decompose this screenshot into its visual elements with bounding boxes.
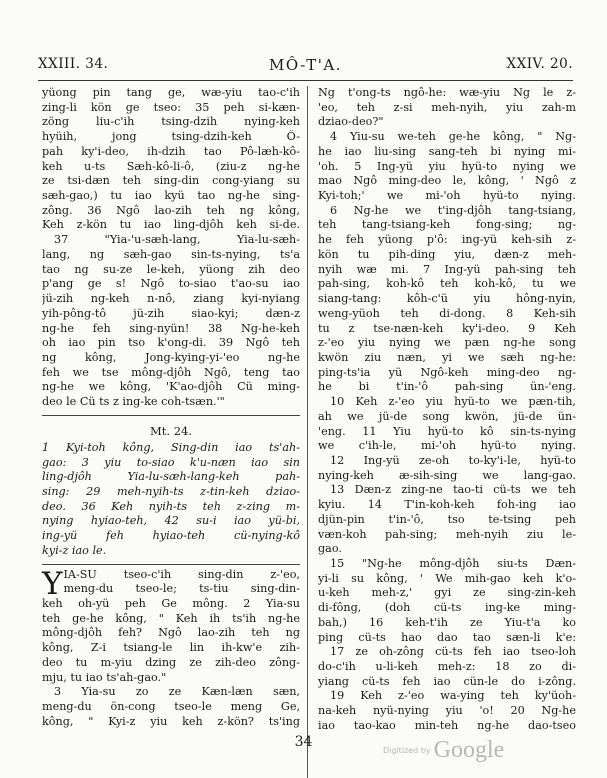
text-line: iao tao-kao min-teh ng-he dao-tseo: [318, 718, 576, 732]
header-title: MÔ-T'A.: [269, 56, 342, 74]
text-line: zing-li kön ge tseo: 35 peh si-kæn-: [42, 100, 300, 114]
text-line: sæh-gao,) tu iao kyü tao ng-he sing-: [42, 189, 300, 203]
text-line: kön tu pih-ding yiu, dæn-z meh-: [318, 247, 576, 261]
text-line: zöng liu-c'ih tsing-dzih nying-keh: [42, 115, 300, 129]
text-line: z-'eo yiu nying we pæn ng-he song: [318, 336, 576, 350]
text-line: he iao liu-sing sang-teh bi nying mi-: [318, 144, 576, 158]
text-line: deo le Cü ts z ing-ke coh-tsæn.'": [42, 395, 225, 409]
text-line: yiang cü-ts feh iao cün-le do i-zông.: [318, 674, 576, 688]
text-line: tao ng su-ze le-keh, yüong zih deo: [42, 262, 300, 276]
text-line: kyiu. 14 T'in-koh-keh foh-ing iao: [318, 498, 576, 512]
text-line: nyih wæ mi. 7 Ing-yü pah-sing teh: [318, 262, 576, 276]
text-line: yüong pin tang ge, wæ-yiu tao-c'ih: [42, 86, 300, 99]
header-right-reference: XXIV. 20.: [506, 56, 573, 72]
left-text-block: [42, 86, 300, 410]
text-line: kwön ziu næn, yi we sæh ng-he:: [318, 350, 576, 364]
text-line: dziao-deo?": [318, 115, 384, 129]
right-text-block: [318, 86, 576, 734]
text-line: ng kông, Jong-kying-yi-'eo ng-he: [42, 350, 300, 364]
text-line: ze tsi-dæn teh sing-din cong-yiang su: [42, 174, 300, 188]
summary-line: ing-yü feh hyiao-teh cü-nying-kô: [42, 529, 300, 543]
section-rule-top: [42, 415, 300, 416]
section-rule-bottom: [42, 564, 300, 565]
watermark-small-text: Digitized by: [383, 746, 431, 755]
google-watermark: [383, 737, 504, 764]
drop-cap-lines: [42, 565, 300, 602]
text-line: væn-koh pah-sing; meh-nyih ziu le-: [318, 527, 576, 541]
column-divider: [307, 86, 308, 778]
left-column: [42, 86, 300, 729]
text-line: mju, tu iao ts'ah-gao.": [42, 670, 167, 684]
text-line: kông, Z-i tsiang-le lin ih-kw'e zih-: [42, 641, 300, 655]
chapter-opening: [42, 565, 300, 602]
text-line: 17 ze oh-zông cü-ts feh iao tseo-loh: [330, 645, 576, 659]
chapter-summary: [42, 441, 300, 559]
text-line: ping-ts'ia yü Ngô-keh ming-deo ng-: [318, 365, 576, 379]
text-line: kông, " Kyi-z yiu keh z-kön? ts'ing: [42, 714, 300, 728]
text-line: nying-keh æ-sih-sing we lang-gao.: [318, 468, 576, 482]
text-line: djün-pin t'in-'ô, tso te-tsing peh: [318, 512, 576, 526]
text-line: deo tu m-yiu dzing ze zih-deo zông-: [42, 655, 300, 669]
text-line: ping cü-ts hao dao tao sæn-li k'e:: [318, 630, 576, 644]
text-line: pah ky'i-deo, ih-dzih tao Pô-læh-kô-: [42, 144, 300, 158]
text-line: mao Ngô ming-deo le, kông, ' Ngô z: [318, 174, 576, 188]
summary-line: ling-djôh Yia-lu-sæh-lang-keh pah-: [42, 470, 300, 484]
text-line: 6 Ng-he we t'ing-djôh tang-tsiang,: [330, 203, 576, 217]
summary-line: sing: 29 meh-nyih-ts z-tin-keh dziao-: [42, 484, 300, 498]
text-line: weng-yüoh teh di-dong. 8 Keh-sih: [318, 306, 576, 320]
text-line: IA-SU tseo-c'ih sing-din z-'eo,: [63, 567, 300, 581]
text-line: mông-djôh feh? Ngô lao-zih teh ng: [42, 626, 300, 640]
text-line: 'eo, teh z-si meh-nyih, yiu zah-m: [318, 100, 576, 114]
text-line: Ng t'ong-ts ngô-he: wæ-yiu Ng le z-: [318, 86, 576, 99]
text-line: yih-pông-tô jü-zih siao-kyi; dæn-z: [42, 306, 300, 320]
text-line: 19 Keh z-'eo wa-ying teh ky'üoh-: [330, 689, 576, 703]
text-line: lang, ng sæh-gao sin-ts-nying, ts'a: [42, 247, 300, 261]
text-line: 12 Ing-yü ze-oh to-ky'i-le, hyü-to: [330, 453, 576, 467]
text-line: ah we jü-de song kwön, jü-de ün-: [318, 409, 576, 423]
text-line: we c'ih-le, mi-'oh hyü-to nying.: [318, 439, 576, 453]
text-line: 'eng. 11 Yiu hyü-to kô sin-ts-nying: [318, 424, 576, 438]
header-rule: [38, 80, 573, 81]
summary-line: deo. 36 Keh nyih-ts teh z-zing m-: [42, 499, 300, 513]
text-line: 3 Yia-su zo ze Kæn-læn sæn,: [54, 685, 300, 699]
page-number: 34: [294, 734, 313, 750]
header-left-reference: XXIII. 34.: [38, 56, 109, 72]
text-line: 4 Yiu-su we-teh ge-he kông, " Ng-: [330, 130, 576, 144]
text-line: Keh z-kön tu iao ling-djôh keh si-de.: [42, 218, 300, 232]
watermark-logo-text: Google: [433, 737, 505, 763]
text-line: keh oh-yü peh Ge mông. 2 Yia-su: [42, 597, 300, 610]
text-line: hyüih, jong tsing-dzih-keh Ô-: [42, 130, 300, 144]
text-line: 10 Keh z-'eo yiu hyü-to we pæn-tih,: [330, 395, 576, 409]
text-line: do-c'ih u-li-keh meh-z: 18 zo di-: [318, 660, 576, 674]
text-line: 15 "Ng-he mông-djôh siu-ts Dæn-: [330, 557, 576, 570]
text-line: p'ang ge s! Ngô to-siao t'ao-su iao: [42, 277, 300, 291]
text-line: jü-zih ng-keh n-nô, ziang kyi-nyiang: [42, 292, 300, 306]
text-line: feh we tse mông-djôh Ngô, teng tao: [42, 365, 300, 379]
summary-line: kyi-z iao le.: [42, 543, 107, 557]
text-line: gao.: [318, 542, 342, 556]
text-line: 37 "Yia-'u-sæh-lang, Yia-lu-sæh-: [54, 233, 300, 247]
text-line: ng-he we kông, 'K'ao-djôh Cü ming-: [42, 380, 300, 394]
right-column: [318, 86, 576, 734]
text-line: meng-du ön-cong tseo-le meng Ge,: [42, 700, 300, 714]
drop-cap: Y: [42, 565, 63, 602]
text-line: he feh yüong p'ô: ing-yü keh-sih z-: [318, 233, 576, 247]
text-line: zông. 36 Ngô lao-zih teh ng kông,: [42, 203, 300, 217]
text-line: tu z tse-næn-keh ky'i-deo. 9 Keh: [318, 321, 576, 335]
text-line: na-keh nyü-nying yiu 'o! 20 Ng-he: [318, 704, 576, 718]
text-line: keh u-ts Sæh-kô-li-ô, (ziu-z ng-he: [42, 159, 300, 173]
text-line: yi-li su kông, ' We mih-gao keh k'o-: [318, 571, 576, 585]
summary-line: gao: 3 yiu to-siao k'u-næn iao sin: [42, 455, 300, 469]
text-line: ng-he feh sing-nyün! 38 Ng-he-keh: [42, 321, 300, 335]
text-line: u-keh meh-z,' gyi ze sing-zin-keh: [318, 586, 576, 600]
text-line: oh iao pin tso k'ong-di. 39 Ngô teh: [42, 336, 300, 350]
text-line: siang-tang: kôh-c'ü yiu hông-nyin,: [318, 292, 576, 306]
text-line: meng-du tseo-le; ts-tiu sing-din-: [63, 582, 300, 596]
summary-line: nying hyiao-teh, 42 su-i iao yü-bi,: [42, 514, 300, 528]
text-line: he bi t'in-'ô pah-sing ün-'eng.: [318, 380, 576, 394]
section-title: Mt. 24.: [150, 423, 192, 438]
text-line: pah-sing, koh-kô teh koh-kô, tu we: [318, 277, 576, 291]
text-line: Kyi-toh;' we mi-'oh hyü-to nying.: [318, 189, 576, 203]
text-line: 'oh. 5 Ing-yü yiu hyü-to nying we: [318, 159, 576, 173]
text-line: di-fông, (doh cü-ts ing-ke ming-: [318, 601, 576, 615]
text-line: bah,) 16 keh-t'ih ze Yiu-t'a ko: [318, 615, 576, 629]
text-line: teh ge-he kông, " Keh ih ts'ih ng-he: [42, 611, 300, 625]
summary-line: 1 Kyi-toh kông, Sing-din iao ts'ah-: [42, 440, 300, 454]
text-line: 13 Dæn-z zing-ne tao-ti cü-ts we teh: [330, 483, 576, 497]
running-header: [38, 56, 573, 74]
text-line: teh tang-tsiang-keh fong-sing; ng-: [318, 218, 576, 232]
left-text-block-bottom: [42, 597, 300, 729]
